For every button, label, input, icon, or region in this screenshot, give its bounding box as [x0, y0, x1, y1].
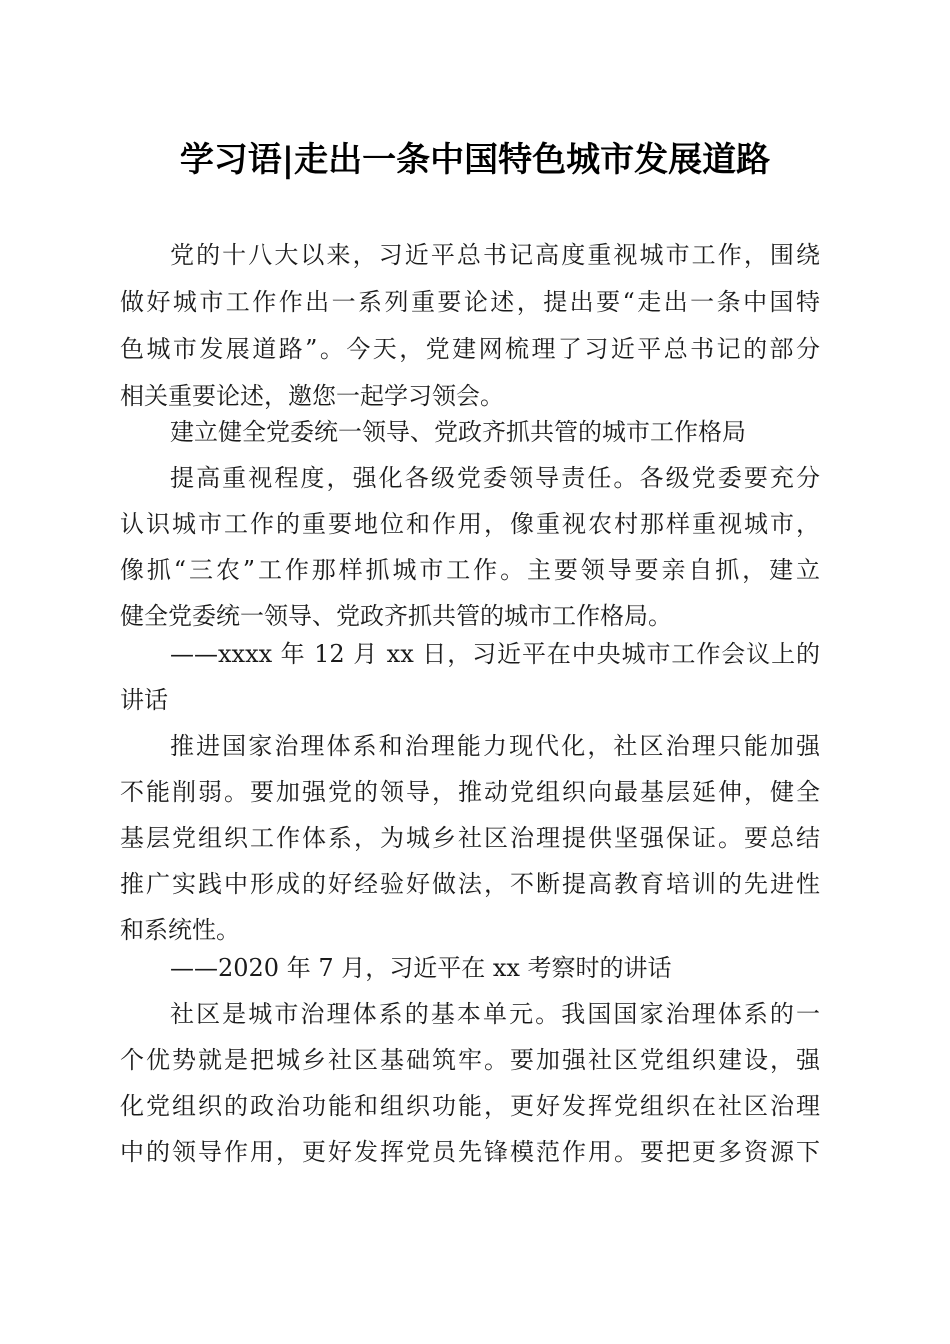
paragraph-line: ——xxxx 年 12 月 xx 日，习近平在中央城市工作会议上的 — [170, 640, 820, 668]
paragraph-line: 化党组织的政治功能和组织功能，更好发挥党组织在社区治理 — [120, 1092, 820, 1120]
paragraph-line: 做好城市工作作出一系列重要论述，提出要“走出一条中国特 — [120, 288, 820, 316]
paragraph-line: 健全党委统一领导、党政齐抓共管的城市工作格局。 — [120, 602, 672, 630]
paragraph-line: 个优势就是把城乡社区基础筑牢。要加强社区党组织建设，强 — [120, 1046, 820, 1074]
paragraph-line: 社区是城市治理体系的基本单元。我国国家治理体系的一 — [170, 1000, 820, 1028]
paragraph-line: 提高重视程度，强化各级党委领导责任。各级党委要充分 — [170, 464, 820, 492]
paragraph-line: ——2020 年 7 月，习近平在 xx 考察时的讲话 — [170, 954, 672, 982]
paragraph-line: 建立健全党委统一领导、党政齐抓共管的城市工作格局 — [170, 418, 746, 446]
paragraph-line: 相关重要论述，邀您一起学习领会。 — [120, 382, 504, 410]
paragraph-line: 讲话 — [120, 686, 168, 714]
paragraph-line: 党的十八大以来，习近平总书记高度重视城市工作，围绕 — [170, 241, 820, 269]
paragraph-line: 和系统性。 — [120, 916, 240, 944]
paragraph-line: 推进国家治理体系和治理能力现代化，社区治理只能加强 — [170, 732, 820, 760]
paragraph-line: 基层党组织工作体系，为城乡社区治理提供坚强保证。要总结 — [120, 824, 820, 852]
paragraph-line: 不能削弱。要加强党的领导，推动党组织向最基层延伸，健全 — [120, 778, 820, 806]
paragraph-line: 中的领导作用，更好发挥党员先锋模范作用。要把更多资源下 — [120, 1138, 820, 1166]
paragraph-line: 像抓“三农”工作那样抓城市工作。主要领导要亲自抓，建立 — [120, 556, 820, 584]
paragraph-line: 认识城市工作的重要地位和作用，像重视农村那样重视城市， — [120, 510, 820, 538]
paragraph-line: 推广实践中形成的好经验好做法，不断提高教育培训的先进性 — [120, 870, 820, 898]
paragraph-line: 色城市发展道路”。今天，党建网梳理了习近平总书记的部分 — [120, 335, 820, 363]
document-title: 学习语|走出一条中国特色城市发展道路 — [179, 140, 771, 180]
